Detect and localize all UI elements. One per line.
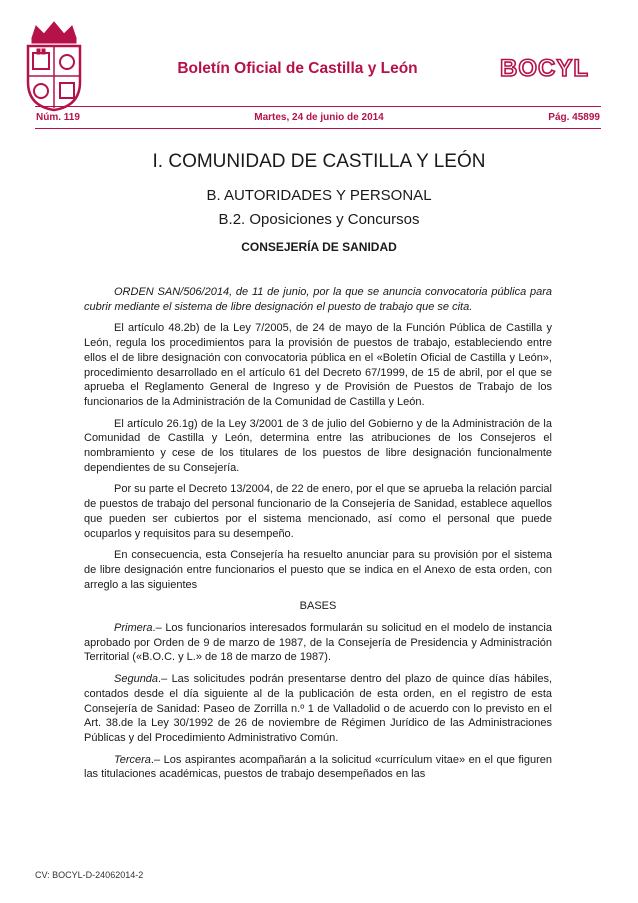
bases-heading: BASES [299,600,337,613]
header-top-rule [35,106,601,107]
section-level-2: B. AUTORIDADES Y PERSONAL [206,187,432,204]
page-number: Pág. 45899 [548,112,600,123]
department-heading: CONSEJERÍA DE SANIDAD [241,240,397,254]
section-level-3: B.2. Oposiciones y Concursos [218,211,420,228]
header-bottom-rule [35,128,601,129]
base-segunda-label: Segunda [114,673,159,686]
base-segunda-text: .– Las solicitudes podrán presentarse dentro del plazo de quince días hábiles, contados desde el día siguiente al de la publicación de esta orden, en el registro de esta Consejería de Sanidad: Paseo de Zorrilla n.º 1 de Valladolid o de acuerdo con lo previsto en el Art. 38.de la Ley 30/1992 de 26 de noviembre de Régimen Jurídico de las Administraciones Públicas y del Procedimiento Administrativo Común. [84,673,552,744]
bocyl-logo: BOCYL [500,55,589,82]
paragraph-2: El artículo 26.1g) de la Ley 3/2001 de 3 de julio del Gobierno y de la Administración de la Comunidad de Castilla y León, determina entre las atribuciones de los Consejeros el nombramiento y cese de los titulares de los puestos de libre designación funcionalmente dependientes de su Consejería. [84,417,552,474]
issue-date: Martes, 24 de junio de 2014 [254,112,384,123]
cv-code: CV: BOCYL-D-24062014-2 [35,870,144,880]
document-body [84,285,552,789]
base-tercera-label: Tercera [114,753,151,766]
section-level-1: I. COMUNIDAD DE CASTILLA Y LEÓN [152,151,486,172]
paragraph-1: El artículo 48.2b) de la Ley 7/2005, de 24 de mayo de la Función Pública de Castilla y León, regula los procedimientos para la provisión de puestos de trabajo, estableciendo entre ellos el de libre designación con convocatoria pública en el «Boletín Oficial de Castilla y León», procedimiento desarrollado en el artículo 61 del Decreto 67/1999, de 15 de abril, por el que se aprueba el Reglamento General de Ingreso y de Provisión de Puestos de Trabajo de los funcionarios de la Administración de la Comunidad de Castilla y León. [84,322,552,408]
base-primera-label: Primera [114,622,153,635]
base-primera [84,621,552,665]
base-tercera [84,753,552,782]
base-tercera-text: .– Los aspirantes acompañarán a la solicitud «currículum vitae» en el que figuren las titulaciones académicas, puestos de trabajo desempeñados en las [84,753,552,781]
base-segunda [84,672,552,746]
coat-of-arms-icon [22,20,86,112]
order-summary: ORDEN SAN/506/2014, de 11 de junio, por la que se anuncia convocatoria pública para cubrir mediante el sistema de libre designación el puesto de trabajo que se cita. [84,286,552,313]
issue-number: Núm. 119 [36,112,80,123]
paragraph-3: Por su parte el Decreto 13/2004, de 22 de enero, por el que se aprueba la relación parcial de puestos de trabajo del personal funcionario de la Consejería de Sanidad, establece aquellos que pueden ser cubiertos por el sistema mencionado, así como el personal que puede ocuparlos y requisitos para su desempeño. [84,483,552,540]
bulletin-title: Boletín Oficial de Castilla y León [177,60,418,77]
base-primera-text: .– Los funcionarios interesados formularán su solicitud en el modelo de instancia aprobado por Orden de 9 de marzo de 1987, de la Consejería de Presidencia y Administración Territorial («B.O.C. y L.» de 18 de marzo de 1987). [84,622,552,664]
paragraph-4: En consecuencia, esta Consejería ha resuelto anunciar para su provisión por el sistema de libre designación entre funcionarios el puesto que se indica en el Anexo de esta orden, con arreglo a las siguientes [84,549,552,591]
